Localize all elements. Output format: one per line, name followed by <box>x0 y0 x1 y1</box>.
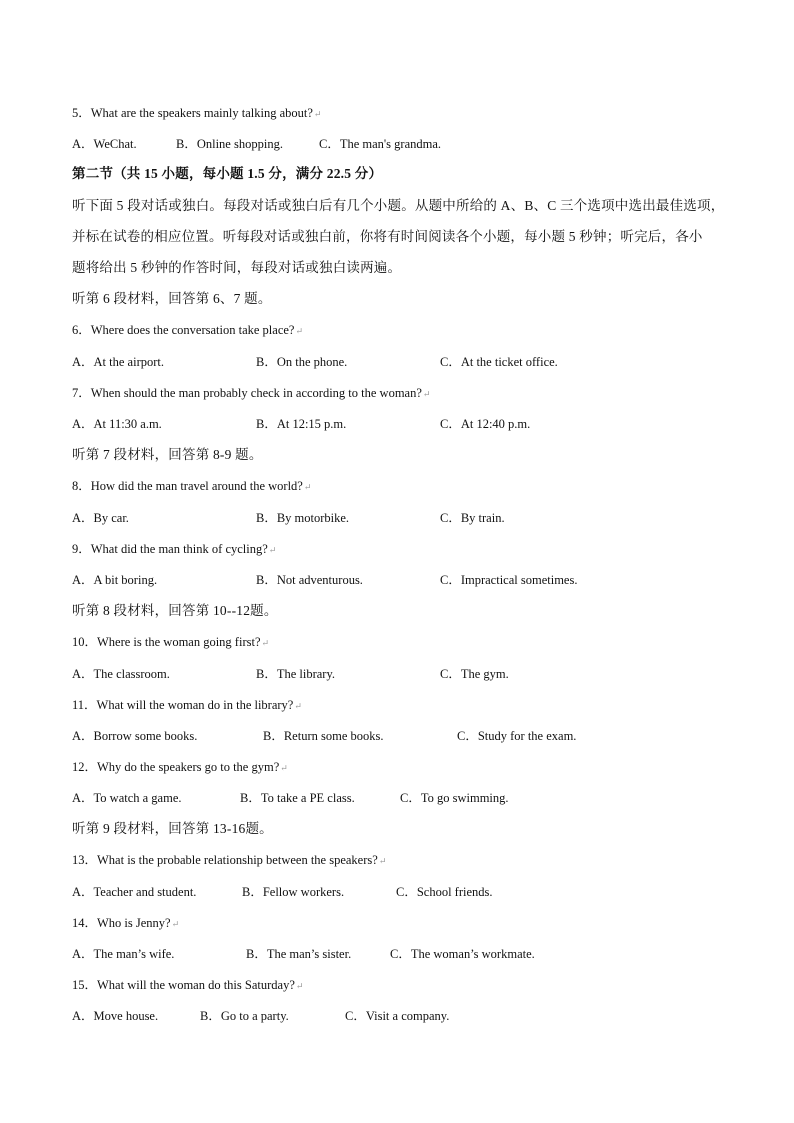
option-a: A．Borrow some books. <box>72 729 198 743</box>
option-a: A．By car. <box>72 511 129 525</box>
option-b: B．At 12:15 p.m. <box>256 417 347 431</box>
section-2-instructions-line-3: 题将给出 5 秒钟的作答时间，每段对话或独白读两遍。 <box>72 260 402 275</box>
question-14-stem: 14．Who is Jenny?↵ <box>72 916 180 930</box>
option-c: C．By train. <box>440 511 505 525</box>
option-b: B．The library. <box>256 667 336 681</box>
section-2-instructions-line-2: 并标在试卷的相应位置。听每段对话或独白前，你将有时间阅读各个小题，每小题 5 秒钟；听完后，各小 <box>72 229 703 244</box>
option-c: C．To go swimming. <box>400 791 509 805</box>
option-c: C．The gym. <box>440 667 509 681</box>
option-a: A．A bit boring. <box>72 573 158 587</box>
option-b: B．Return some books. <box>263 729 384 743</box>
option-a: A．The classroom. <box>72 667 170 681</box>
material-7-heading: 听第 7 段材料，回答第 8-9 题。 <box>72 447 263 462</box>
option-b: B．By motorbike. <box>256 511 350 525</box>
question-15-stem: 15．What will the woman do this Saturday?↵ <box>72 978 304 992</box>
material-9-heading: 听第 9 段材料，回答第 13-16题。 <box>72 821 273 836</box>
option-a: A．To watch a game. <box>72 791 182 805</box>
option-a: A．Move house. <box>72 1009 159 1023</box>
option-b: B．Go to a party. <box>200 1009 289 1023</box>
option-c: C．The man's grandma. <box>319 137 442 151</box>
material-6-heading: 听第 6 段材料，回答第 6、7 题。 <box>72 291 272 306</box>
question-13-stem: 13．What is the probable relationship between the speakers?↵ <box>72 853 387 867</box>
option-c: C．Visit a company. <box>345 1009 450 1023</box>
option-c: C．At 12:40 p.m. <box>440 417 531 431</box>
option-b: B．Not adventurous. <box>256 573 363 587</box>
option-b: B．Online shopping. <box>176 137 283 151</box>
material-8-heading: 听第 8 段材料，回答第 10--12题。 <box>72 603 278 618</box>
option-c: C．Impractical sometimes. <box>440 573 578 587</box>
question-6-stem: 6．Where does the conversation take place?↵ <box>72 323 304 337</box>
question-11-stem: 11．What will the woman do in the library?↵ <box>72 698 302 712</box>
option-b: B．The man’s sister. <box>246 947 352 961</box>
option-a: A．At the airport. <box>72 355 164 369</box>
question-7-stem: 7．When should the man probably check in according to the woman?↵ <box>72 386 431 400</box>
option-c: C．At the ticket office. <box>440 355 558 369</box>
option-a: A．The man’s wife. <box>72 947 175 961</box>
option-a: A．Teacher and student. <box>72 885 197 899</box>
question-10-stem: 10．Where is the woman going first?↵ <box>72 635 270 649</box>
question-12-stem: 12．Why do the speakers go to the gym?↵ <box>72 760 288 774</box>
option-c: C．The woman’s workmate. <box>390 947 535 961</box>
option-a: A．WeChat. <box>72 137 137 151</box>
option-b: B．Fellow workers. <box>242 885 345 899</box>
section-2-heading: 第二节（共 15 小题，每小题 1.5 分，满分 22.5 分） <box>72 166 383 181</box>
option-c: C．School friends. <box>396 885 493 899</box>
question-9-stem: 9．What did the man think of cycling?↵ <box>72 542 277 556</box>
question-5-stem: 5．What are the speakers mainly talking about?↵ <box>72 106 322 120</box>
option-b: B．On the phone. <box>256 355 348 369</box>
option-a: A．At 11:30 a.m. <box>72 417 162 431</box>
option-c: C．Study for the exam. <box>457 729 577 743</box>
option-b: B．To take a PE class. <box>240 791 355 805</box>
section-2-instructions-line-1: 听下面 5 段对话或独白。每段对话或独白后有几个小题。从题中所给的 A、B、C 三个选项中选出最佳选项， <box>72 198 725 213</box>
question-8-stem: 8．How did the man travel around the world?↵ <box>72 479 312 493</box>
